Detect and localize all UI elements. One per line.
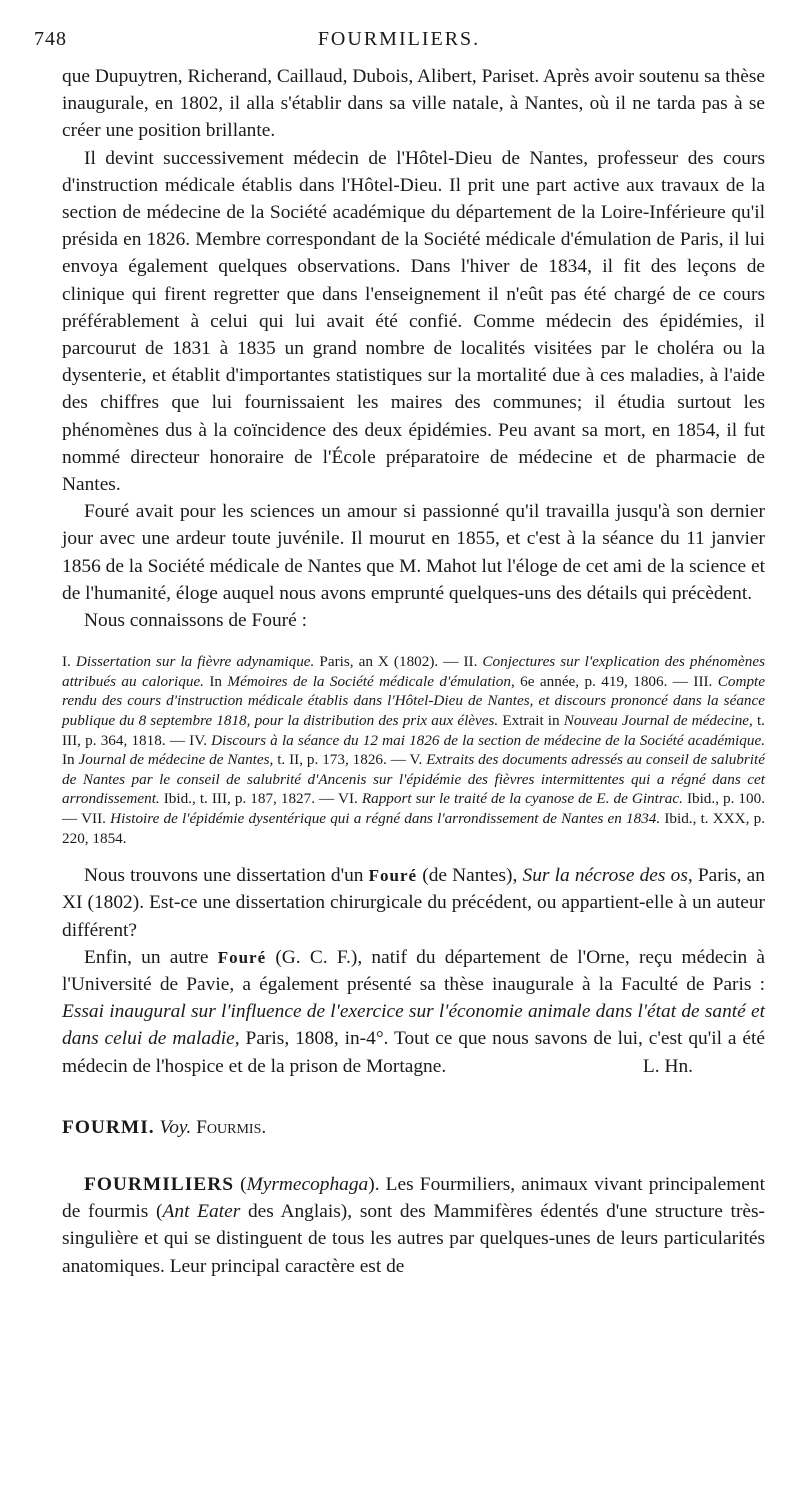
p6-text-c: Paris, 1808, in-4°. Tout ce que nous savons de lui, c'est qu'il a été médecin de l'hospice et de la prison de Mortagne. <box>62 1028 765 1077</box>
page-number: 748 <box>34 28 67 50</box>
bib-title-6: Rapport sur le traité de la cyanose de E. de Gintrac. <box>361 790 683 808</box>
bib-rest-3: Extrait in <box>498 712 564 730</box>
p5-text-b: (de Nantes), <box>417 865 523 887</box>
paragraph-4: Nous connaissons de Fouré : <box>84 610 307 632</box>
p5-text-c: Paris, an XI (1802). Est-ce une dissertation chirurgicale du précédent, ou appartient-elle à un auteur différent? <box>62 865 765 941</box>
paragraph-1: que Dupuytren, Richerand, Caillaud, Dubois, Alibert, Pariset. Après avoir soutenu sa thèse inaugurale, en 1802, il alla s'établir dans sa ville natale, à Nantes, où il ne tarda pas à se créer une position brillante. <box>62 66 765 142</box>
bib-tail-3: t. III, p. 364, 1818. — IV. <box>62 712 765 749</box>
bib-tail-6: Ibid., p. 100. — VII. <box>62 790 766 828</box>
bib-tail-7: Ibid., t. XXX, p. 220, 1854. <box>62 810 765 847</box>
signature: L. Hn. <box>642 1055 693 1077</box>
bib-title-1: Dissertation sur la fièvre adynamique. <box>75 653 315 671</box>
bib-title-3: Compte rendu des cours d'instruction médicale établis dans l'Hôtel-Dieu de Nantes, et discours prononcé dans la séance publique du 8 septembre 1818, pour la distribution des prix aux élèves. <box>62 672 765 730</box>
bibliography-notes <box>62 652 765 848</box>
entry-text-open: ( <box>233 1174 247 1196</box>
page-header <box>34 28 764 58</box>
p6-text-b: (G. C. F.), natif du département de l'Orne, reçu médecin à l'Université de Pavie, a également présenté sa thèse inaugurale à la Faculté de Paris : <box>62 946 765 996</box>
p6-text-a: Enfin, un autre <box>84 946 218 968</box>
entry-fourmiliers <box>62 1171 765 1280</box>
bib-journal-2: Mémoires de la Société médicale d'émulation, <box>227 672 515 690</box>
spacer <box>62 1141 765 1171</box>
bib-num-1: I. <box>62 653 76 671</box>
bib-rest-2: In <box>203 672 228 690</box>
p5-author-name: Fouré <box>368 866 418 886</box>
spacer <box>62 1080 765 1114</box>
paragraph-5 <box>62 862 765 944</box>
bib-tail-5: Ibid., t. III, p. 187, 1827. — VI. <box>159 790 362 808</box>
bib-rest-1: Paris, an X (1802). — II. <box>314 653 483 671</box>
paragraph-2: Il devint successivement médecin de l'Hôtel-Dieu de Nantes, professeur des cours d'instruction médicale établis dans l'Hôtel-Dieu. Il prit une part active aux travaux de la section de médecine de la Société académique du département de la Loire-Inférieure qu'il présida en 1826. Membre correspondant de la Société médicale d'émulation de Paris, il lui envoya également quelques observations. Dans l'hiver de 1834, il fit des leçons de clinique qui firent regretter que dans l'enseignement il n'eût pas été chargé de ce cours préférablement à celui qui lui avait été confié. Comme médecin des épidémies, il parcourut de 1831 à 1835 un grand nombre de localités visitées par le choléra ou la dysenterie, et établit d'importantes statistiques sur la mortalité due à ces maladies, à l'aide des chiffres que lui fournissaient les maires des communes; il étudia surtout les phénomènes dus à la coïncidence des deux épidémies. Peu avant sa mort, en 1854, il fut nommé directeur honoraire de l'École préparatoire de médecine et de pharmacie de Nantes. <box>62 147 765 496</box>
latin-name: Myrmecophaga <box>246 1174 369 1196</box>
entry-text-a: ). Les Fourmiliers, animaux vivant principalement de fourmis ( <box>62 1174 765 1223</box>
headword-fourmiliers: FOURMILIERS <box>84 1174 234 1196</box>
bib-rest-4: In <box>62 751 79 769</box>
bib-title-7: Histoire de l'épidémie dysentérique qui a régné dans l'arrondissement de Nantes en 1834. <box>110 810 661 828</box>
bib-journal-4: Journal de médecine de Nantes, <box>78 751 274 769</box>
see-also-label: Voy. <box>159 1116 192 1138</box>
headword-fourmi: FOURMI. <box>62 1116 155 1138</box>
p5-work-title: Sur la nécrose des os, <box>522 865 693 887</box>
running-title: FOURMILIERS. <box>317 28 481 50</box>
bib-title-4: Discours à la séance du 12 mai 1826 de la section de médecine de la Société académique. <box>211 731 765 749</box>
entry-fourmi <box>62 1114 765 1141</box>
p6-author-name: Fouré <box>217 947 267 967</box>
paragraph-3: Fouré avait pour les sciences un amour si passionné qu'il travailla jusqu'à son dernier jour avec une ardeur toute juvénile. Il mourut en 1855, et c'est à la séance du 11 janvier 1856 de la Société médicale de Nantes que M. Mahot lut l'éloge de cet ami de la science et de l'humanité, éloge auquel nous avons emprunté quelques-uns des détails qui précèdent. <box>62 501 765 604</box>
bib-title-2: Conjectures sur l'explication des phénomènes attribués au calorique. <box>62 653 765 690</box>
english-name: Ant Eater <box>162 1201 241 1223</box>
bib-journal-3: Nouveau Journal de médecine, <box>563 712 753 730</box>
cross-reference: Fourmis. <box>196 1116 267 1138</box>
entry-text-b: des Anglais), sont des Mammifères édentés d'une structure très-singulière et qui se distinguent de tous les autres par quelques-unes de leurs particularités anatomiques. Leur principal caractère est de <box>62 1201 766 1277</box>
body-text <box>62 63 765 1280</box>
bibliography-list <box>62 652 765 848</box>
bib-tail-2: 6e année, p. 419, 1806. — III. <box>514 672 718 690</box>
bib-tail-4: t. II, p. 173, 1826. — V. <box>273 751 427 769</box>
paragraph-6 <box>62 944 765 1080</box>
bib-title-5: Extraits des documents adressés au conseil de salubrité de Nantes par le conseil de salubrité d'Ancenis sur l'épidémie des fièvres intermittentes qui a régné dans cet arrondissement. <box>62 751 765 808</box>
p5-text-a: Nous trouvons une dissertation d'un <box>84 865 369 887</box>
p6-work-title: Essai inaugural sur l'influence de l'exercice sur l'économie animale dans l'état de santé et dans celui de maladie, <box>62 1001 765 1050</box>
